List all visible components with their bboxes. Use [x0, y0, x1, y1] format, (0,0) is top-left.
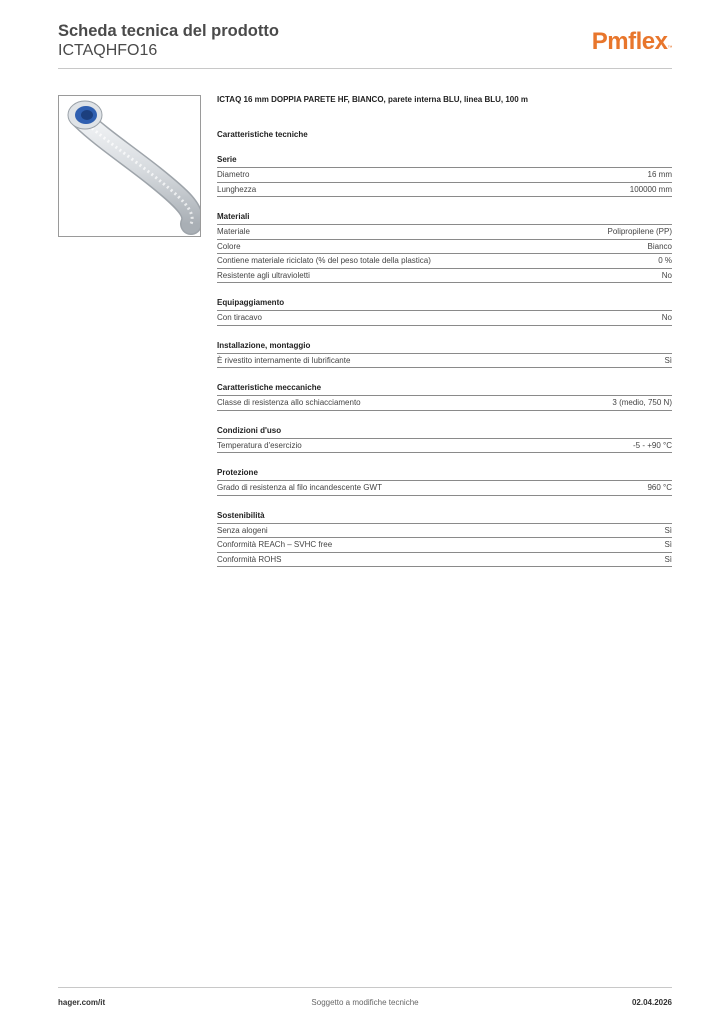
- brand-logo: [592, 27, 672, 57]
- spec-value: Sì: [664, 525, 672, 535]
- spec-row: [217, 225, 672, 240]
- spec-group: [217, 297, 672, 326]
- spec-row: [217, 538, 672, 553]
- spec-value: Bianco: [647, 241, 672, 251]
- spec-value: Sì: [664, 554, 672, 564]
- spec-group-title: Sostenibilità: [217, 510, 672, 524]
- spec-label: Diametro: [217, 170, 250, 179]
- spec-row: [217, 396, 672, 411]
- product-image: [58, 95, 201, 237]
- spec-row: [217, 183, 672, 198]
- spec-group: [217, 154, 672, 197]
- spec-group-title: Condizioni d'uso: [217, 425, 672, 439]
- spec-group-title: Equipaggiamento: [217, 297, 672, 311]
- spec-group-title: Serie: [217, 154, 672, 168]
- specifications: [217, 93, 672, 567]
- spec-row: [217, 439, 672, 454]
- spec-value: No: [661, 270, 672, 280]
- spec-value: 100000 mm: [629, 184, 672, 194]
- spec-value: Sì: [664, 540, 672, 549]
- spec-group: [217, 211, 672, 283]
- spec-label: Classe di resistenza allo schiacciamento: [217, 398, 361, 407]
- spec-groups: [217, 154, 672, 567]
- spec-label: È rivestito internamente di lubrificante: [217, 355, 351, 365]
- header-divider: [58, 68, 672, 69]
- spec-row: [217, 524, 672, 539]
- product-code: ICTAQHFO16: [58, 42, 158, 59]
- spec-row: [217, 354, 672, 369]
- spec-label: Resistente agli ultravioletti: [217, 270, 310, 280]
- spec-label: Con tiracavo: [217, 313, 262, 322]
- footer-website-link[interactable]: hager.com/it: [58, 998, 106, 1007]
- page-header: [58, 21, 672, 61]
- spec-value: 3 (medio, 750 N): [612, 398, 672, 407]
- spec-group-title: Caratteristiche meccaniche: [217, 382, 672, 396]
- spec-value: Sì: [664, 355, 672, 365]
- page-title: Scheda tecnica del prodotto: [58, 22, 279, 40]
- trademark-mark: ™: [667, 45, 672, 51]
- spec-group: [217, 467, 672, 496]
- spec-label: Colore: [217, 241, 241, 251]
- spec-label: Conformità ROHS: [217, 554, 282, 564]
- spec-label: Temperatura d'esercizio: [217, 440, 302, 450]
- spec-group-title: Protezione: [217, 467, 672, 481]
- spec-label: Conformità REACh – SVHC free: [217, 540, 333, 549]
- spec-row: [217, 553, 672, 568]
- brand-logo-text: Pmflex: [591, 28, 668, 55]
- spec-row: [217, 240, 672, 255]
- section-heading: Caratteristiche tecniche: [217, 130, 308, 139]
- spec-value: Polipropilene (PP): [607, 227, 672, 236]
- spec-label: Lunghezza: [217, 184, 257, 194]
- footer-date: 02.04.2026: [631, 998, 672, 1007]
- spec-row: [217, 254, 672, 269]
- spec-group-title: Materiali: [217, 211, 672, 225]
- spec-group: [217, 425, 672, 454]
- spec-label: Senza alogeni: [217, 525, 268, 535]
- spec-label: Contiene materiale riciclato (% del peso totale della plastica): [217, 256, 431, 265]
- spec-value: 16 mm: [647, 170, 672, 179]
- spec-row: [217, 481, 672, 496]
- conduit-pipe-icon: [59, 96, 200, 236]
- spec-row: [217, 168, 672, 183]
- spec-value: No: [661, 313, 672, 322]
- spec-value: 0 %: [658, 256, 672, 265]
- spec-row: [217, 311, 672, 326]
- spec-group: [217, 340, 672, 369]
- footer-divider: [58, 987, 672, 988]
- spec-row: [217, 269, 672, 284]
- spec-value: 960 °C: [647, 483, 672, 492]
- spec-group-title: Installazione, montaggio: [217, 340, 672, 354]
- spec-label: Grado di resistenza al filo incandescente GWT: [217, 483, 382, 492]
- spec-group: [217, 510, 672, 568]
- product-description: ICTAQ 16 mm DOPPIA PARETE HF, BIANCO, parete interna BLU, linea BLU, 100 m: [217, 95, 529, 104]
- spec-group: [217, 382, 672, 411]
- spec-label: Materiale: [217, 227, 250, 236]
- footer-notice: Soggetto a modifiche tecniche: [311, 998, 419, 1007]
- spec-value: -5 - +90 °C: [633, 440, 672, 450]
